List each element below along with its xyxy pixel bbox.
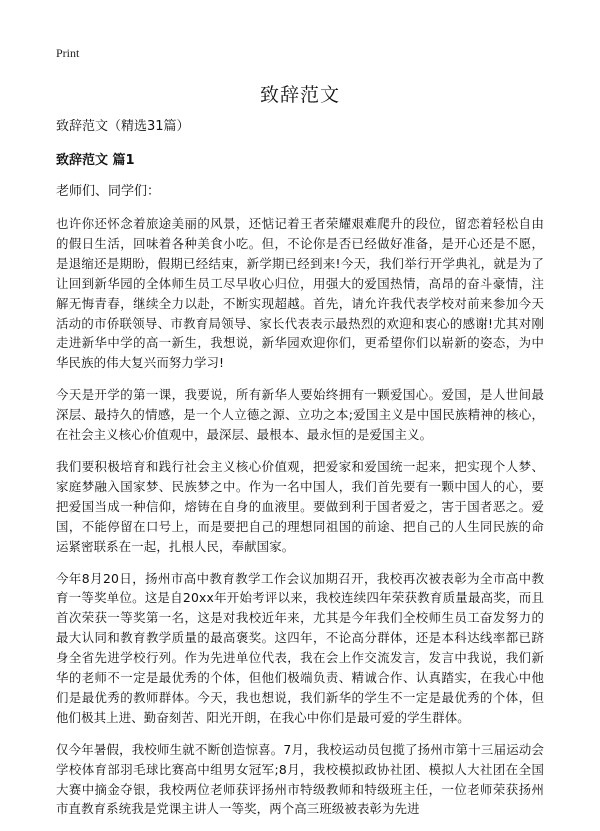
paragraph-1: 也许你还怀念着旅途美丽的风景，还惦记着王者荣耀艰难爬升的段位，留恋着轻松自由的假日生活，回味着各种美食小吃。但，不论你是否已经做好准备，是开心还是不愿，是退缩还是期盼，假期已经结束，新学期已经到来!今天，我们举行开学典礼，就是为了让回到新华园的全体师生员工尽早收心归位，用强大的爱国热情，高昂的奋斗豪情，注解无悔青春，继续全力以赴，不断实现超越。首先，请允许我代表学校对前来参加今天活动的市侨联领导、市教育局领导、家长代表表示最热烈的欢迎和衷心的感谢!尤其对刚走进新华中学的高一新生，我想说，新华园欢迎你们，更希望你们以崭新的姿态，为中华民族的伟大复兴而努力学习! — [56, 216, 544, 371]
section-heading: 致辞范文 篇1 — [56, 153, 135, 168]
paragraph-4: 今年8月20日，扬州市高中教育教学工作会议加期召开，我校再次被表彰为全市高中教育一等奖单位。这是自20xx年开始考评以来，我校连续四年荣获教育质量最高奖，而且首次荣获一等奖第一名，这是对我校近年来，尤其是今年我们全校师生员工奋发努力的最大认同和教育教学质量的最高褒奖。这四年，不论高分群体，还是本科达线率都已跻身全省先进学校行列。作为先进单位代表，我在会上作交流发言，发言中我说，我们新华的老师不一定是最优秀的个体，但他们极端负责、精诚合作、认真踏实，在我心中他们是最优秀的教师群体。今天，我也想说，我们新华的学生不一定是最优秀的个体，但他们极其上进、勤奋刻苦、阳光开朗，在我心中你们是最可爱的学生群体。 — [56, 570, 544, 725]
print-label[interactable]: Print — [56, 46, 80, 60]
paragraph-3: 我们要积极培育和践行社会主义核心价值观，把爱家和爱国统一起来，把实现个人梦、家庭梦融入国家梦、民族梦之中。作为一名中国人，我们首先要有一颗中国人的心，要把爱国当成一种信仰，熔铸在自身的血液里。要做到利于国者爱之，害于国者恶之。爱国，不能停留在口号上，而是要把自己的理想同祖国的前途、把自己的人生同民族的命运紧密联系在一起，扎根人民，奉献国家。 — [56, 458, 544, 554]
document-body — [56, 117, 544, 831]
paragraph-5: 仅今年暑假，我校师生就不断创造惊喜。7月，我校运动员包揽了扬州市第十三届运动会学校体育部羽毛球比赛高中组男女冠军;8月，我校模拟政协社团、模拟人大社团在全国大赛中摘金夺银，我校两位老师获评扬州市特级教师和特级班主任，一位老师荣获扬州市直教育系统我是党课主讲人一等奖，两个高三班级被表彰为先进 — [56, 741, 544, 817]
paragraph-2: 今天是开学的第一课，我要说，所有新华人要始终拥有一颗爱国心。爱国，是人世间最深层、最持久的情感，是一个人立德之源、立功之本;爱国主义是中国民族精神的核心，在社会主义核心价值观中，最深层、最根本、最永恒的是爱国主义。 — [56, 387, 544, 443]
document-title: 致辞范文 — [259, 84, 340, 106]
greeting: 老师们、同学们： — [56, 184, 161, 199]
document-subtitle: 致辞范文（精选31篇） — [56, 119, 190, 134]
